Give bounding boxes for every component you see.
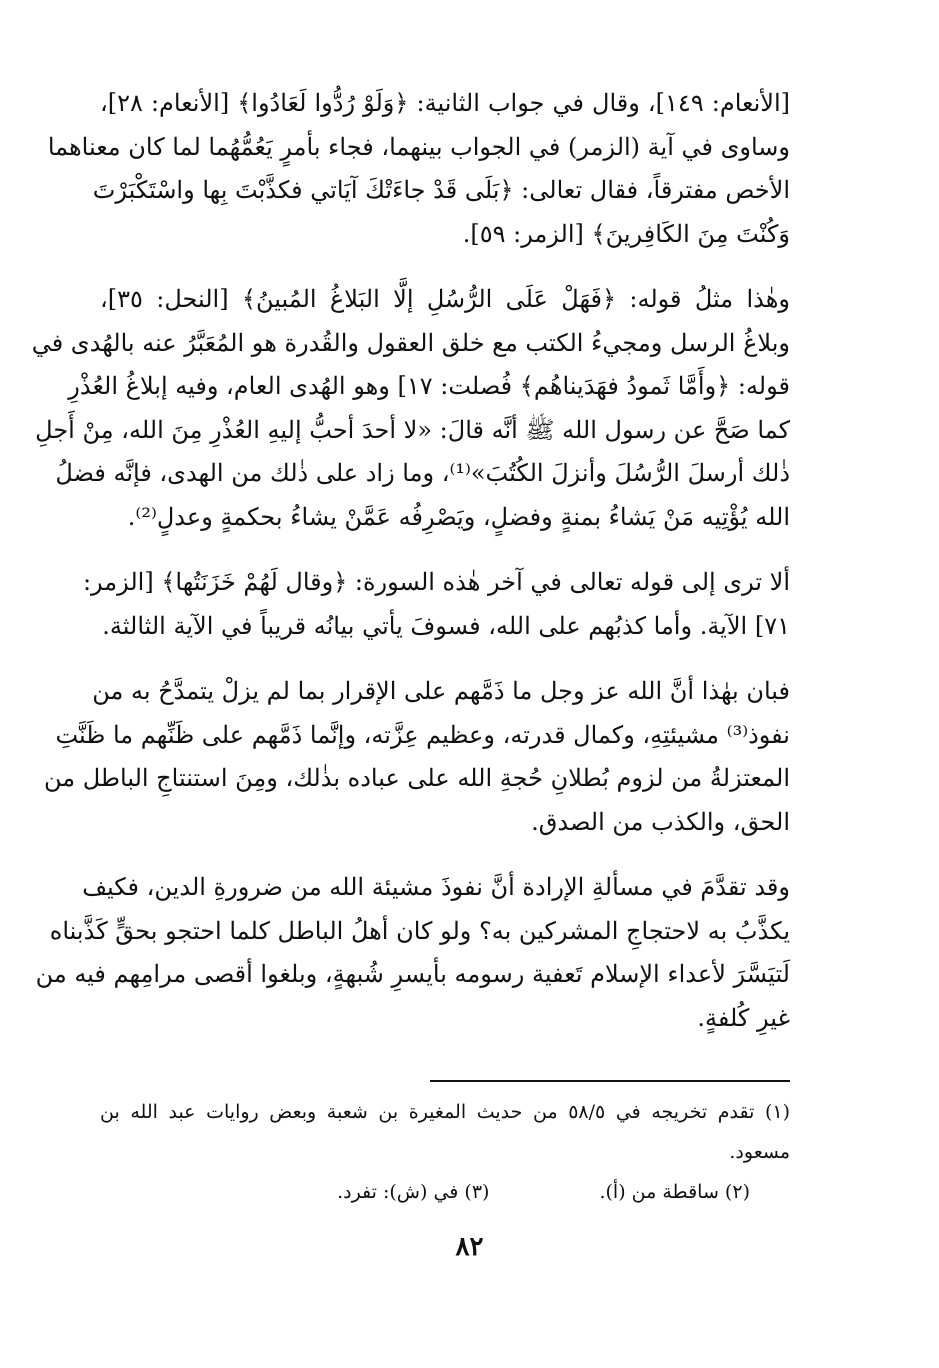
footnote-divider	[430, 1080, 790, 1082]
text-line: [الأنعام: ١٤٩]، وقال في جواب الثانية: ﴿وَلَوْ رُدُّوا لَعَادُوا﴾ [الأنعام: ٢٨]،	[100, 89, 790, 117]
text-line: غيرِ كُلفةٍ.	[697, 1003, 790, 1032]
paragraph-2	[31, 278, 790, 539]
footnote-2: (٢) ساقطة من (أ).	[599, 1181, 750, 1203]
footnote-1-line-1: (١) تقدم تخريجه في ٥٨/٥ من حديث المغيرة بن شعبة وبعض روايات عبد الله بن	[100, 1101, 791, 1123]
text-line: الحق، والكذب من الصدق.	[531, 807, 790, 836]
footnotes	[100, 1092, 790, 1212]
text-line: فبان بهٰذا أنَّ الله عز وجل ما ذَمَّهم على الإقرار بما لم يزلْ يتمدَّحُ به من	[92, 677, 790, 705]
text-line: وساوى في آية (الزمر) في الجواب بينهما، فجاء بأمرٍ يَعُمُّهُما لما كان معناهما	[47, 132, 790, 161]
text-line: كما صَحَّ عن رسول الله ﷺ أنَّه قالَ: «لا أحدَ أحبُّ إليهِ العُذْرِ مِنَ الله، مِنْ أَجلِ	[35, 415, 790, 444]
text-line: ألا ترى إلى قوله تعالى في آخر هٰذه السورة: ﴿وقال لَهُمْ خَزَنَتُها﴾ [الزمر:	[82, 568, 790, 596]
text-line: وقد تقدَّمَ في مسألةِ الإرادة أنَّ نفوذَ مشيئة الله من ضرورةِ الدين، فكيف	[82, 873, 790, 901]
footnote-row	[100, 1172, 790, 1212]
text-line: ٧١] الآية. وأما كذبُهم على الله، فسوفَ يأتي بيانُه قريباً في الآية الثالثة.	[102, 611, 790, 640]
text-line: نفوذ⁽³⁾ مشيئتِهِ، وكمال قدرته، وعظيم عِزَّته، وإنَّما ذَمَّهم على ظَنِّهم ما ظَنَّتِ	[55, 720, 790, 749]
footnote-3: (٣) في (ش): تفرد.	[337, 1181, 490, 1203]
text-line: قوله: ﴿وأَمَّا ثَمودُ فهَدَيناهُم﴾ فُصلت: ١٧] وهو الهُدى العام، وفيه إبلاغُ العُذْرِ	[68, 372, 790, 400]
text-line: الله يُؤْتِيه مَنْ يَشاءُ بمنةٍ وفضلٍ، ويَصْرِفُه عَمَّنْ يشاءُ بحكمةٍ وعدلٍ⁽²⁾.	[127, 502, 790, 531]
page-body	[31, 82, 790, 1062]
footnote-1-line-2: مسعود.	[729, 1141, 790, 1163]
page-number: ٨٢	[455, 1232, 484, 1262]
text-line: المعتزلةُ من لزوم بُطلانِ حُجةِ الله على عباده بذٰلك، ومِنَ استنتاجِ الباطل من	[43, 764, 790, 792]
text-line: يكذَّبُ به لاحتجاجِ المشركين به؟ ولو كان أهلُ الباطل كلما احتجو بحقٍّ كَذَّبناه	[49, 916, 790, 945]
text-line: الأخص مفترقاً، فقال تعالى: ﴿بَلَى قَدْ جاءَتْكَ آيَاتي فكذَّبْتَ بِها واسْتَكْبَرْتَ	[92, 176, 790, 204]
text-line: وهٰذا مثلُ قوله: ﴿فَهَلْ عَلَى الرُّسُلِ إلَّا البَلاغُ المُبينُ﴾ [النحل: ٣٥]،	[100, 285, 790, 313]
text-line: وَكُنْتَ مِنَ الكَافِرينَ﴾ [الزمر: ٥٩].	[462, 219, 790, 248]
text-line: ذٰلك أرسلَ الرُّسُلَ وأنزلَ الكُتُبَ»⁽¹⁾، وما زاد على ذٰلك من الهدى، فإنَّه فضلُ	[55, 459, 790, 487]
text-line: وبلاغُ الرسل ومجيءُ الكتب مع خلق العقول والقُدرة هو المُعَبَّرُ عنه بالهُدى في	[31, 328, 790, 357]
paragraph-3	[82, 561, 790, 648]
paragraph-4	[43, 670, 790, 844]
text-line: لَتيَسَّرَ لأعداء الإسلام تَعفية رسومه بأيسرِ شُبهةٍ، وبلغوا أقصى مرامِهم فيه من	[35, 960, 790, 988]
paragraph-5	[35, 866, 790, 1040]
paragraph-1	[47, 82, 790, 256]
